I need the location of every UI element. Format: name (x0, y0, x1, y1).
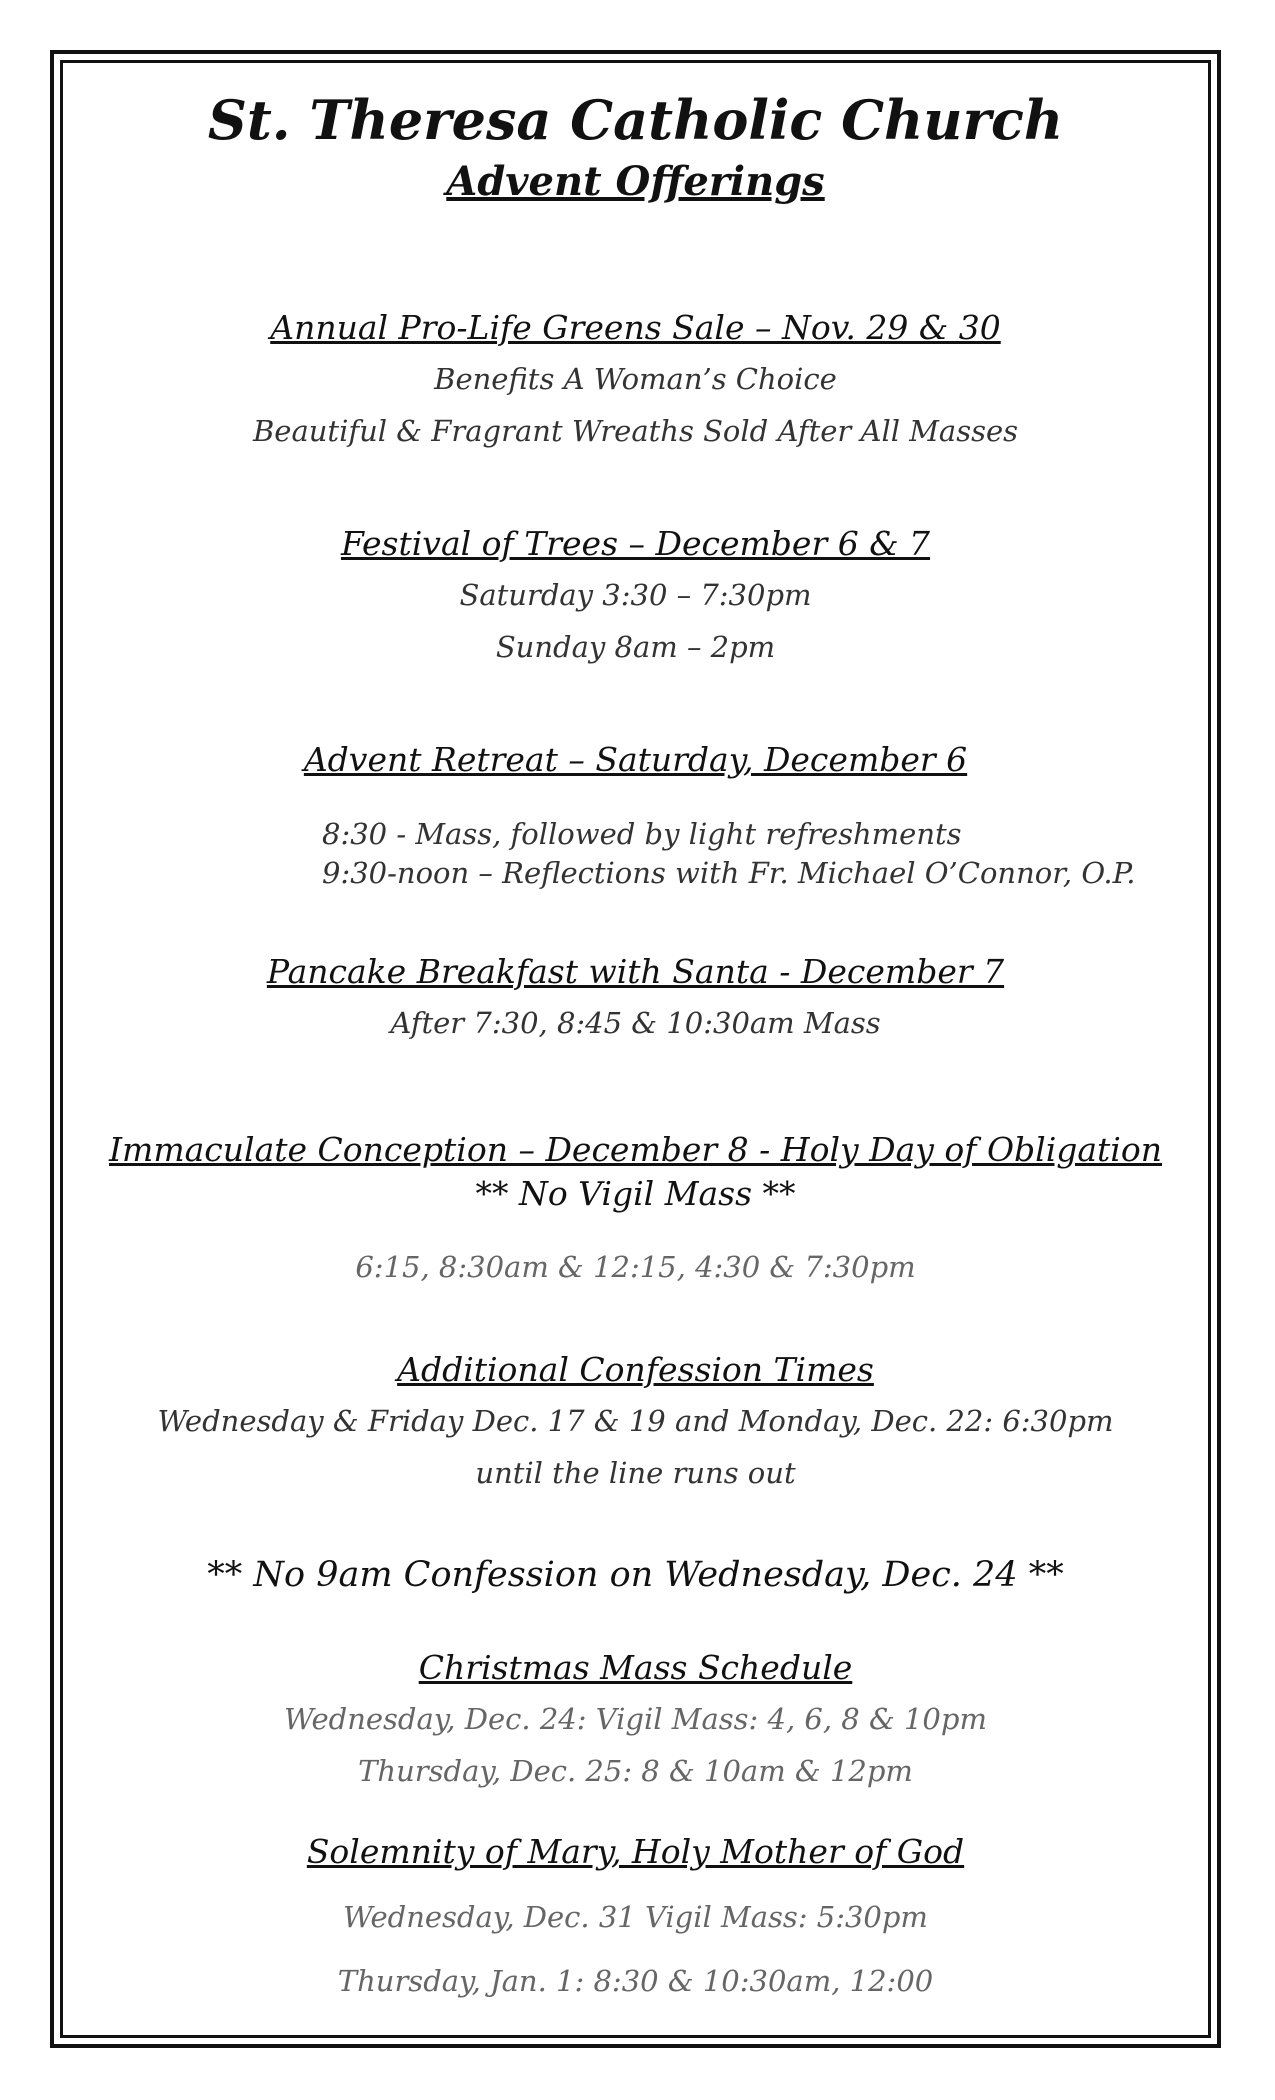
greens-sale-beneficiary: Benefits A Woman’s Choice (434, 362, 837, 396)
advent-retreat-reflections: 9:30-noon – Reflections with Fr. Michael O’Connor, O.P. (322, 856, 1136, 890)
immaculate-conception-heading: Immaculate Conception – December 8 - Holy Day of Obligation (109, 1130, 1162, 1169)
confession-dates: Wednesday & Friday Dec. 17 & 19 and Monday, Dec. 22: 6:30pm (157, 1404, 1114, 1438)
no-vigil-mass-note: ** No Vigil Mass ** (475, 1174, 796, 1213)
festival-trees-sunday: Sunday 8am – 2pm (495, 630, 776, 664)
immaculate-conception-times: 6:15, 8:30am & 12:15, 4:30 & 7:30pm (355, 1250, 916, 1284)
page-border-inner (60, 60, 1211, 2038)
greens-sale-details: Beautiful & Fragrant Wreaths Sold After All Masses (252, 414, 1019, 448)
christmas-day-masses: Thursday, Dec. 25: 8 & 10am & 12pm (358, 1754, 913, 1788)
pancake-breakfast-heading: Pancake Breakfast with Santa - December 7 (266, 952, 1005, 991)
christmas-heading: Christmas Mass Schedule (418, 1648, 853, 1687)
confession-note: until the line runs out (475, 1456, 796, 1490)
christmas-eve-masses: Wednesday, Dec. 24: Vigil Mass: 4, 6, 8 & 10pm (284, 1702, 987, 1736)
festival-trees-saturday: Saturday 3:30 – 7:30pm (459, 578, 812, 612)
solemnity-heading: Solemnity of Mary, Holy Mother of God (306, 1832, 965, 1871)
no-confession-notice: ** No 9am Confession on Wednesday, Dec. 24 ** (207, 1555, 1064, 1595)
advent-retreat-mass: 8:30 - Mass, followed by light refreshments (322, 817, 962, 851)
solemnity-vigil: Wednesday, Dec. 31 Vigil Mass: 5:30pm (343, 1900, 928, 1934)
festival-trees-heading: Festival of Trees – December 6 & 7 (340, 524, 931, 563)
advent-retreat-heading: Advent Retreat – Saturday, December 6 (303, 740, 968, 779)
advent-offerings-subtitle: Advent Offerings (446, 158, 825, 205)
confession-heading: Additional Confession Times (397, 1350, 874, 1389)
church-title: St. Theresa Catholic Church (207, 88, 1064, 152)
solemnity-day: Thursday, Jan. 1: 8:30 & 10:30am, 12:00 (337, 1964, 934, 1998)
pancake-breakfast-times: After 7:30, 8:45 & 10:30am Mass (390, 1006, 881, 1040)
greens-sale-heading: Annual Pro-Life Greens Sale – Nov. 29 & 30 (270, 308, 1001, 347)
